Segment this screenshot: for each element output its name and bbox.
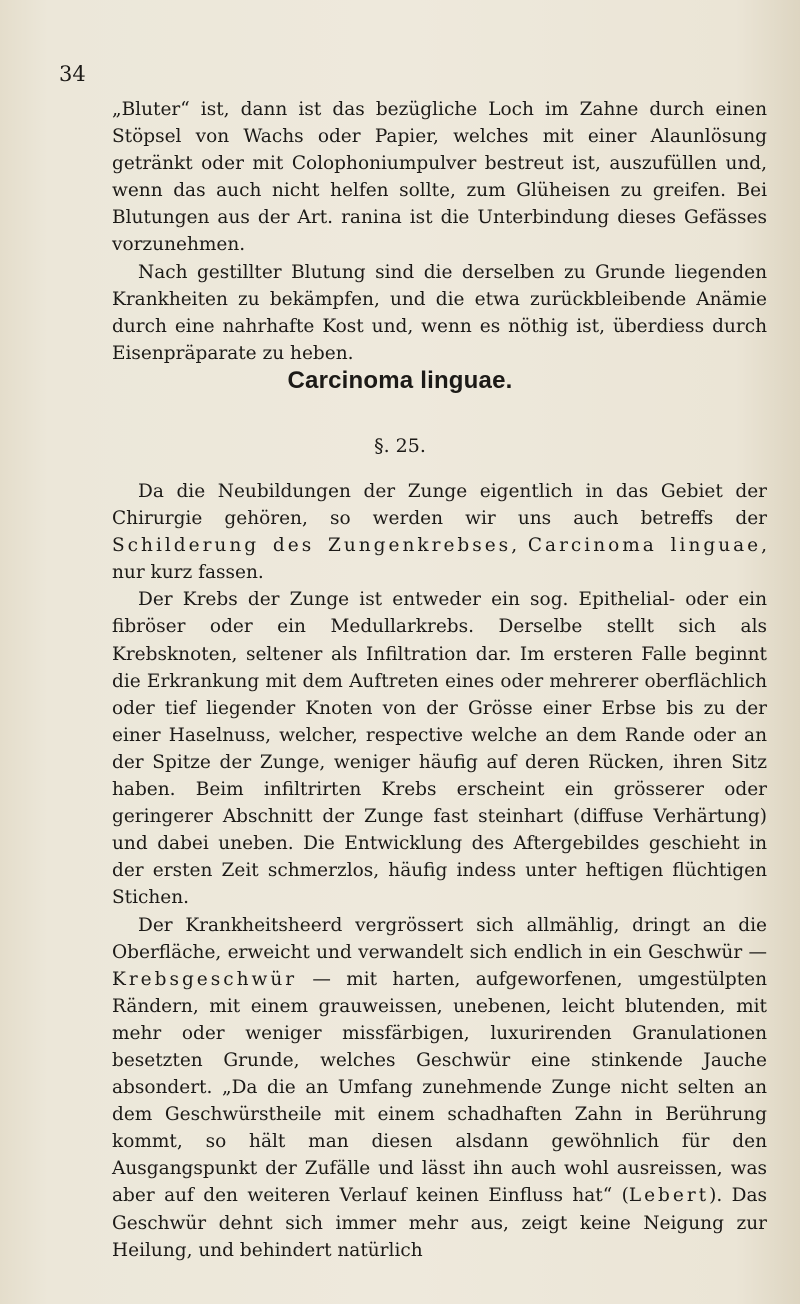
- paragraph-krankheitsheerd: [112, 912, 767, 1264]
- herd-text-before: Der Krankheitsheerd vergrössert sich allmählig, dringt an die Oberfläche, erweicht und verwandelt sich endlich in ein Geschwür —: [112, 914, 767, 963]
- top-text-block: [112, 96, 767, 367]
- paragraph-krebs: Der Krebs der Zunge ist entweder ein sog. Epithelial- oder ein fibröser oder ein Medullarkrebs. Derselbe stellt sich als Krebsknoten, seltener als Infiltration dar. Im ersteren Falle beginnt die Erkrankung mit dem Auftreten eines oder mehrerer oberflächlich oder tief liegender Knoten von der Grösse einer Erbse bis zu der einer Haselnuss, welcher, respective welche an dem Rande oder an der Spitze der Zunge, weniger häufig auf deren Rücken, ihren Sitz haben. Beim infiltrirten Krebs erscheint ein grösserer oder geringerer Abschnitt der Zunge fast steinhart (diffuse Verhärtung) und dabei uneben. Die Entwicklung des Aftergebildes geschieht in der ersten Zeit schmerzlos, häufig indess unter heftigen flüchtigen Stichen.: [112, 589, 767, 909]
- intro-text-after: , nur kurz fassen.: [112, 535, 768, 584]
- emphasis-krebsgeschwuer: Krebsgeschwür: [112, 968, 298, 990]
- page-number: 34: [59, 62, 86, 86]
- emphasis-schilderung: Schilderung des Zungenkrebses: [112, 535, 512, 557]
- author-lebert: Lebert: [628, 1185, 710, 1207]
- emphasis-carcinoma: Carcinoma linguae: [527, 535, 762, 557]
- section-heading: Carcinoma linguae.: [287, 367, 513, 394]
- herd-text-after: ). Das Geschwür dehnt sich immer mehr aus, zeigt keine Neigung zur Heilung, und behindert natürlich: [112, 1185, 767, 1261]
- paragraph-nach-blutung: Nach gestillter Blutung sind die derselben zu Grunde liegenden Krankheiten zu bekämpfen, und die etwa zurückbleibende Anämie durch eine nahrhafte Kost und, wenn es nöthig ist, überdiess durch Eisenpräparate zu heben.: [112, 261, 767, 364]
- section-text-block: [112, 478, 767, 1264]
- paragraph-intro: [112, 478, 767, 586]
- intro-text-middle: ,: [511, 535, 528, 557]
- herd-text-middle: — mit harten, aufgeworfenen, umgestülpten Rändern, mit einem grauweissen, unebenen, leicht blutenden, mit mehr oder weniger missfärbigen, luxurirenden Granulationen besetzten Grunde, welches Geschwür eine stinkende Jauche absondert. „Da die an Umfang zunehmende Zunge nicht selten an dem Geschwürstheile mit einem schadhaften Zahn in Berührung kommt, so hält man diesen alsdann gewöhnlich für den Ausgangspunkt der Zufälle und lässt ihn auch wohl ausreissen, was aber auf den weiteren Verlauf keinen Einfluss hat“ (: [112, 968, 767, 1207]
- intro-text-before: Da die Neubildungen der Zunge eigentlich in das Gebiet der Chirurgie gehören, so werden wir uns auch betreffs der: [112, 481, 767, 530]
- section-number: §. 25.: [374, 435, 426, 457]
- paragraph-bluter: „Bluter“ ist, dann ist das bezügliche Loch im Zahne durch einen Stöpsel von Wachs oder Papier, welches mit einer Alaunlösung getränkt oder mit Colophoniumpulver bestreut ist, auszufüllen und, wenn das auch nicht helfen sollte, zum Glüheisen zu greifen. Bei Blutungen aus der Art. ranina ist die Unterbindung dieses Gefässes vorzunehmen.: [112, 99, 767, 256]
